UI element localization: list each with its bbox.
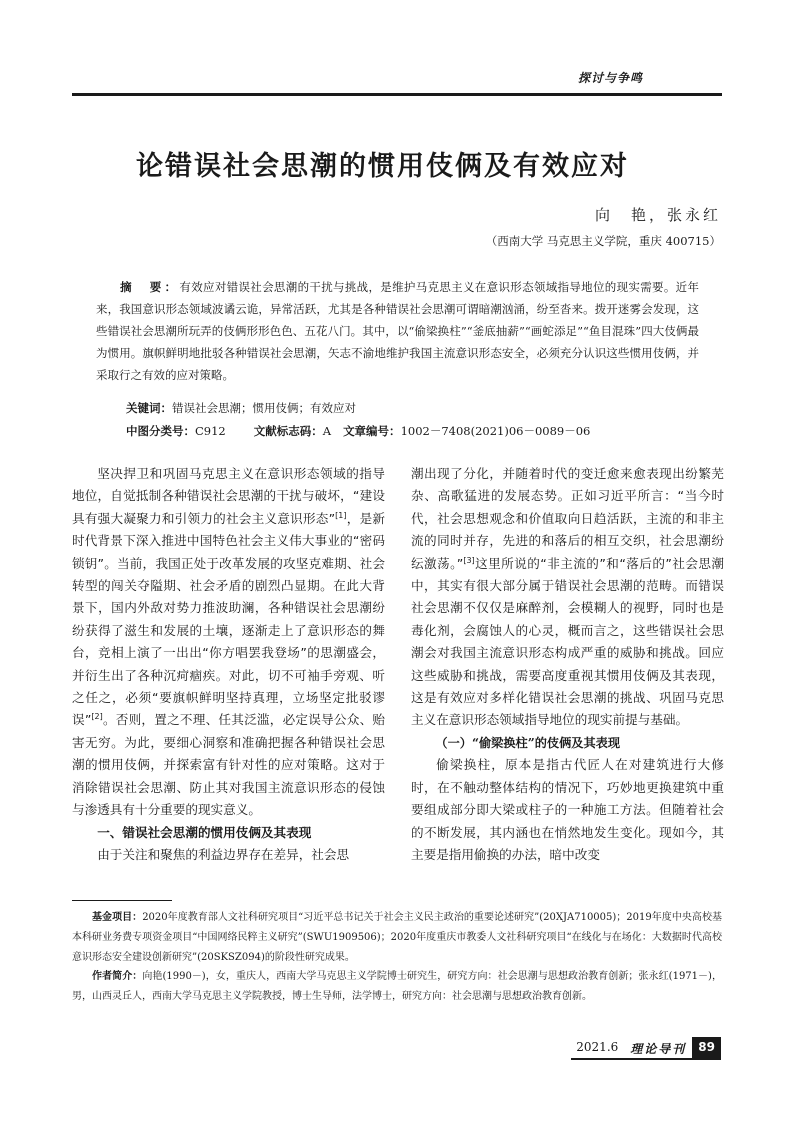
article-no-value: 1002－7408(2021)06－0089－06 <box>400 424 591 438</box>
article-no-label: 文章编号： <box>343 424 401 438</box>
page-number: 89 <box>692 1037 721 1059</box>
author-bio-label: 作者简介： <box>92 971 143 983</box>
issue-date: 2021.6 <box>576 1040 619 1054</box>
abstract-label: 摘 要： <box>120 280 180 294</box>
clc-value: C912 <box>195 424 226 438</box>
citation-ref: [1] <box>335 510 347 520</box>
author-bio-text: 向艳(1990－)，女，重庆人，西南大学马克思主义学院博士研究生，研究方向：社会思潮与思想政治教育创新；张永红(1971－)，男，山西灵丘人，西南大学马克思主义学院教授，博士生导师，法学博士，研究方向：社会思潮与思想政治教育创新。 <box>72 971 722 1003</box>
paragraph-text: 潮出现了分化，并随着时代的变迁愈来愈表现出纷繁芜杂、高歌猛进的发展态势。正如习近平所言：“当今时代，社会思想观念和价值取向日趋活跃，主流的和非主流的同时并存，先进的和落后的相互交织，社会思潮纷纭激荡。” <box>411 466 724 571</box>
abstract-text: 有效应对错误社会思潮的干扰与挑战，是维护马克思主义在意识形态领域指导地位的现实需要。近年来，我国意识形态领域波谲云诡，异常活跃，尤其是各种错误社会思潮可谓暗潮汹涌，纷至沓来。拨开迷雾会发现，这些错误社会思潮所玩弄的伎俩形形色色、五花八门。其中，以“偷梁换柱”“釜底抽薪”“画蛇添足”“鱼目混珠”四大伎俩最为惯用。旗帜鲜明地批驳各种错误社会思潮，矢志不渝地维护我国主流意识形态安全，必须充分认识这些惯用伎俩，并采取行之有效的应对策略。 <box>96 280 699 382</box>
keywords-label: 关键词： <box>126 401 172 415</box>
footnote-rule <box>72 900 172 901</box>
doc-code-value: A <box>322 424 332 438</box>
header-rule <box>72 93 722 96</box>
fund-note <box>72 908 722 967</box>
clc-label: 中图分类号： <box>126 424 195 438</box>
page-footer <box>576 1037 721 1059</box>
paragraph-text: 这里所说的“非主流的”和“落后的”社会思潮中，其实有很大部分属于错误社会思潮的范畴。而错误社会思潮不仅仅是麻醉剂，会模糊人的视野，同时也是毒化剂，会腐蚀人的心灵，概而言之，这些错误社会思潮会对我国主流意识形态构成严重的威胁和挑战。回应这些威胁和挑战，需要高度重视其惯用伎俩及其表现，这是有效应对多样化错误社会思潮的挑战、巩固马克思主义在意识形态领域指导地位的现实前提与基础。 <box>411 555 724 728</box>
keywords-text: 错误社会思潮；惯用伎俩；有效应对 <box>172 401 356 415</box>
fund-text: 2020年度教育部人文社科研究项目“习近平总书记关于社会主义民主政治的重要论述研究”(20XJA710005)；2019年度中央高校基本科研业务费专项资金项目“中国网络民粹主义研究”(SWU1909506)；2020年度重庆市教委人文社科研究项目“在线化与在场化：大数据时代高校意识形态安全建设创新研究”(20SKSZ094)的阶段性研究成果。 <box>72 912 722 963</box>
journal-name: 理论导刊 <box>630 1042 687 1056</box>
fund-label: 基金项目： <box>92 912 143 923</box>
paragraph-text: ，是新时代背景下深入推进中国特色社会主义伟大事业的“密码锁钥”。当前，我国正处于改革发展的攻坚克难期、社会转型的闯关夺隘期、社会矛盾的剧烈凸显期。在此大背景下，国内外敌对势力推波助澜，各种错误社会思潮纷纷获得了滋生和发展的土壤，逐渐走上了意识形态的舞台，竞相上演了一出出“你方唱罢我登场”的思潮盛会，并衍生出了各种沉疴痼疾。对此，切不可袖手旁观、听之任之，必须“要旗帜鲜明坚持真理，立场坚定批驳谬误” <box>72 510 385 728</box>
author-affiliation: （西南大学 马克思主义学院，重庆 400715） <box>485 234 721 248</box>
section-heading: 一、错误社会思潮的惯用伎俩及其表现 <box>97 824 312 840</box>
abstract <box>96 276 699 386</box>
footnotes <box>72 908 722 1007</box>
body-column-left <box>72 463 385 866</box>
article-authors: 向 艳，张永红 <box>594 206 721 224</box>
classification-line <box>126 423 590 439</box>
paragraph-text: 坚决捍卫和巩固马克思主义在意识形态领域的指导地位，自觉抵制各种错误社会思潮的干扰与破坏，“建设具有强大凝聚力和引领力的社会主义意识形态” <box>72 466 385 526</box>
keywords-line <box>126 400 356 416</box>
body-column-right <box>411 463 724 866</box>
footer-rule <box>571 1058 721 1060</box>
doc-code-label: 文献标志码： <box>253 424 323 438</box>
paragraph-text: 。否则，置之不理、任其泛滥，必定误导公众、贻害无穷。为此，要细心洞察和准确把握各种错误社会思潮的惯用伎俩，并探索富有针对性的应对策略。这对于消除错误社会思潮、防止其对我国主流意识形态的侵蚀与渗透具有十分重要的现实意义。 <box>72 712 385 818</box>
article-title: 论错误社会思潮的惯用伎俩及有效应对 <box>136 151 629 182</box>
subsection-heading: （一）“偷梁换柱”的伎俩及其表现 <box>435 735 621 750</box>
citation-ref: [2] <box>91 712 103 722</box>
citation-ref: [3] <box>463 555 475 565</box>
paragraph: 偷梁换柱，原本是指古代匠人在对建筑进行大修时，在不触动整体结构的情况下，巧妙地更换建筑中重要组成部分即大梁或柱子的一种施工方法。但随着社会的不断发展，其内涵也在悄然地发生变化。现如今，其主要是指用偷换的办法，暗中改变 <box>411 757 724 862</box>
paragraph <box>411 463 724 732</box>
journal-section-header: 探讨与争鸣 <box>578 71 644 85</box>
paragraph: 由于关注和聚焦的利益边界存在差异，社会思 <box>97 846 350 862</box>
author-note <box>72 967 722 1007</box>
paragraph <box>72 463 385 822</box>
